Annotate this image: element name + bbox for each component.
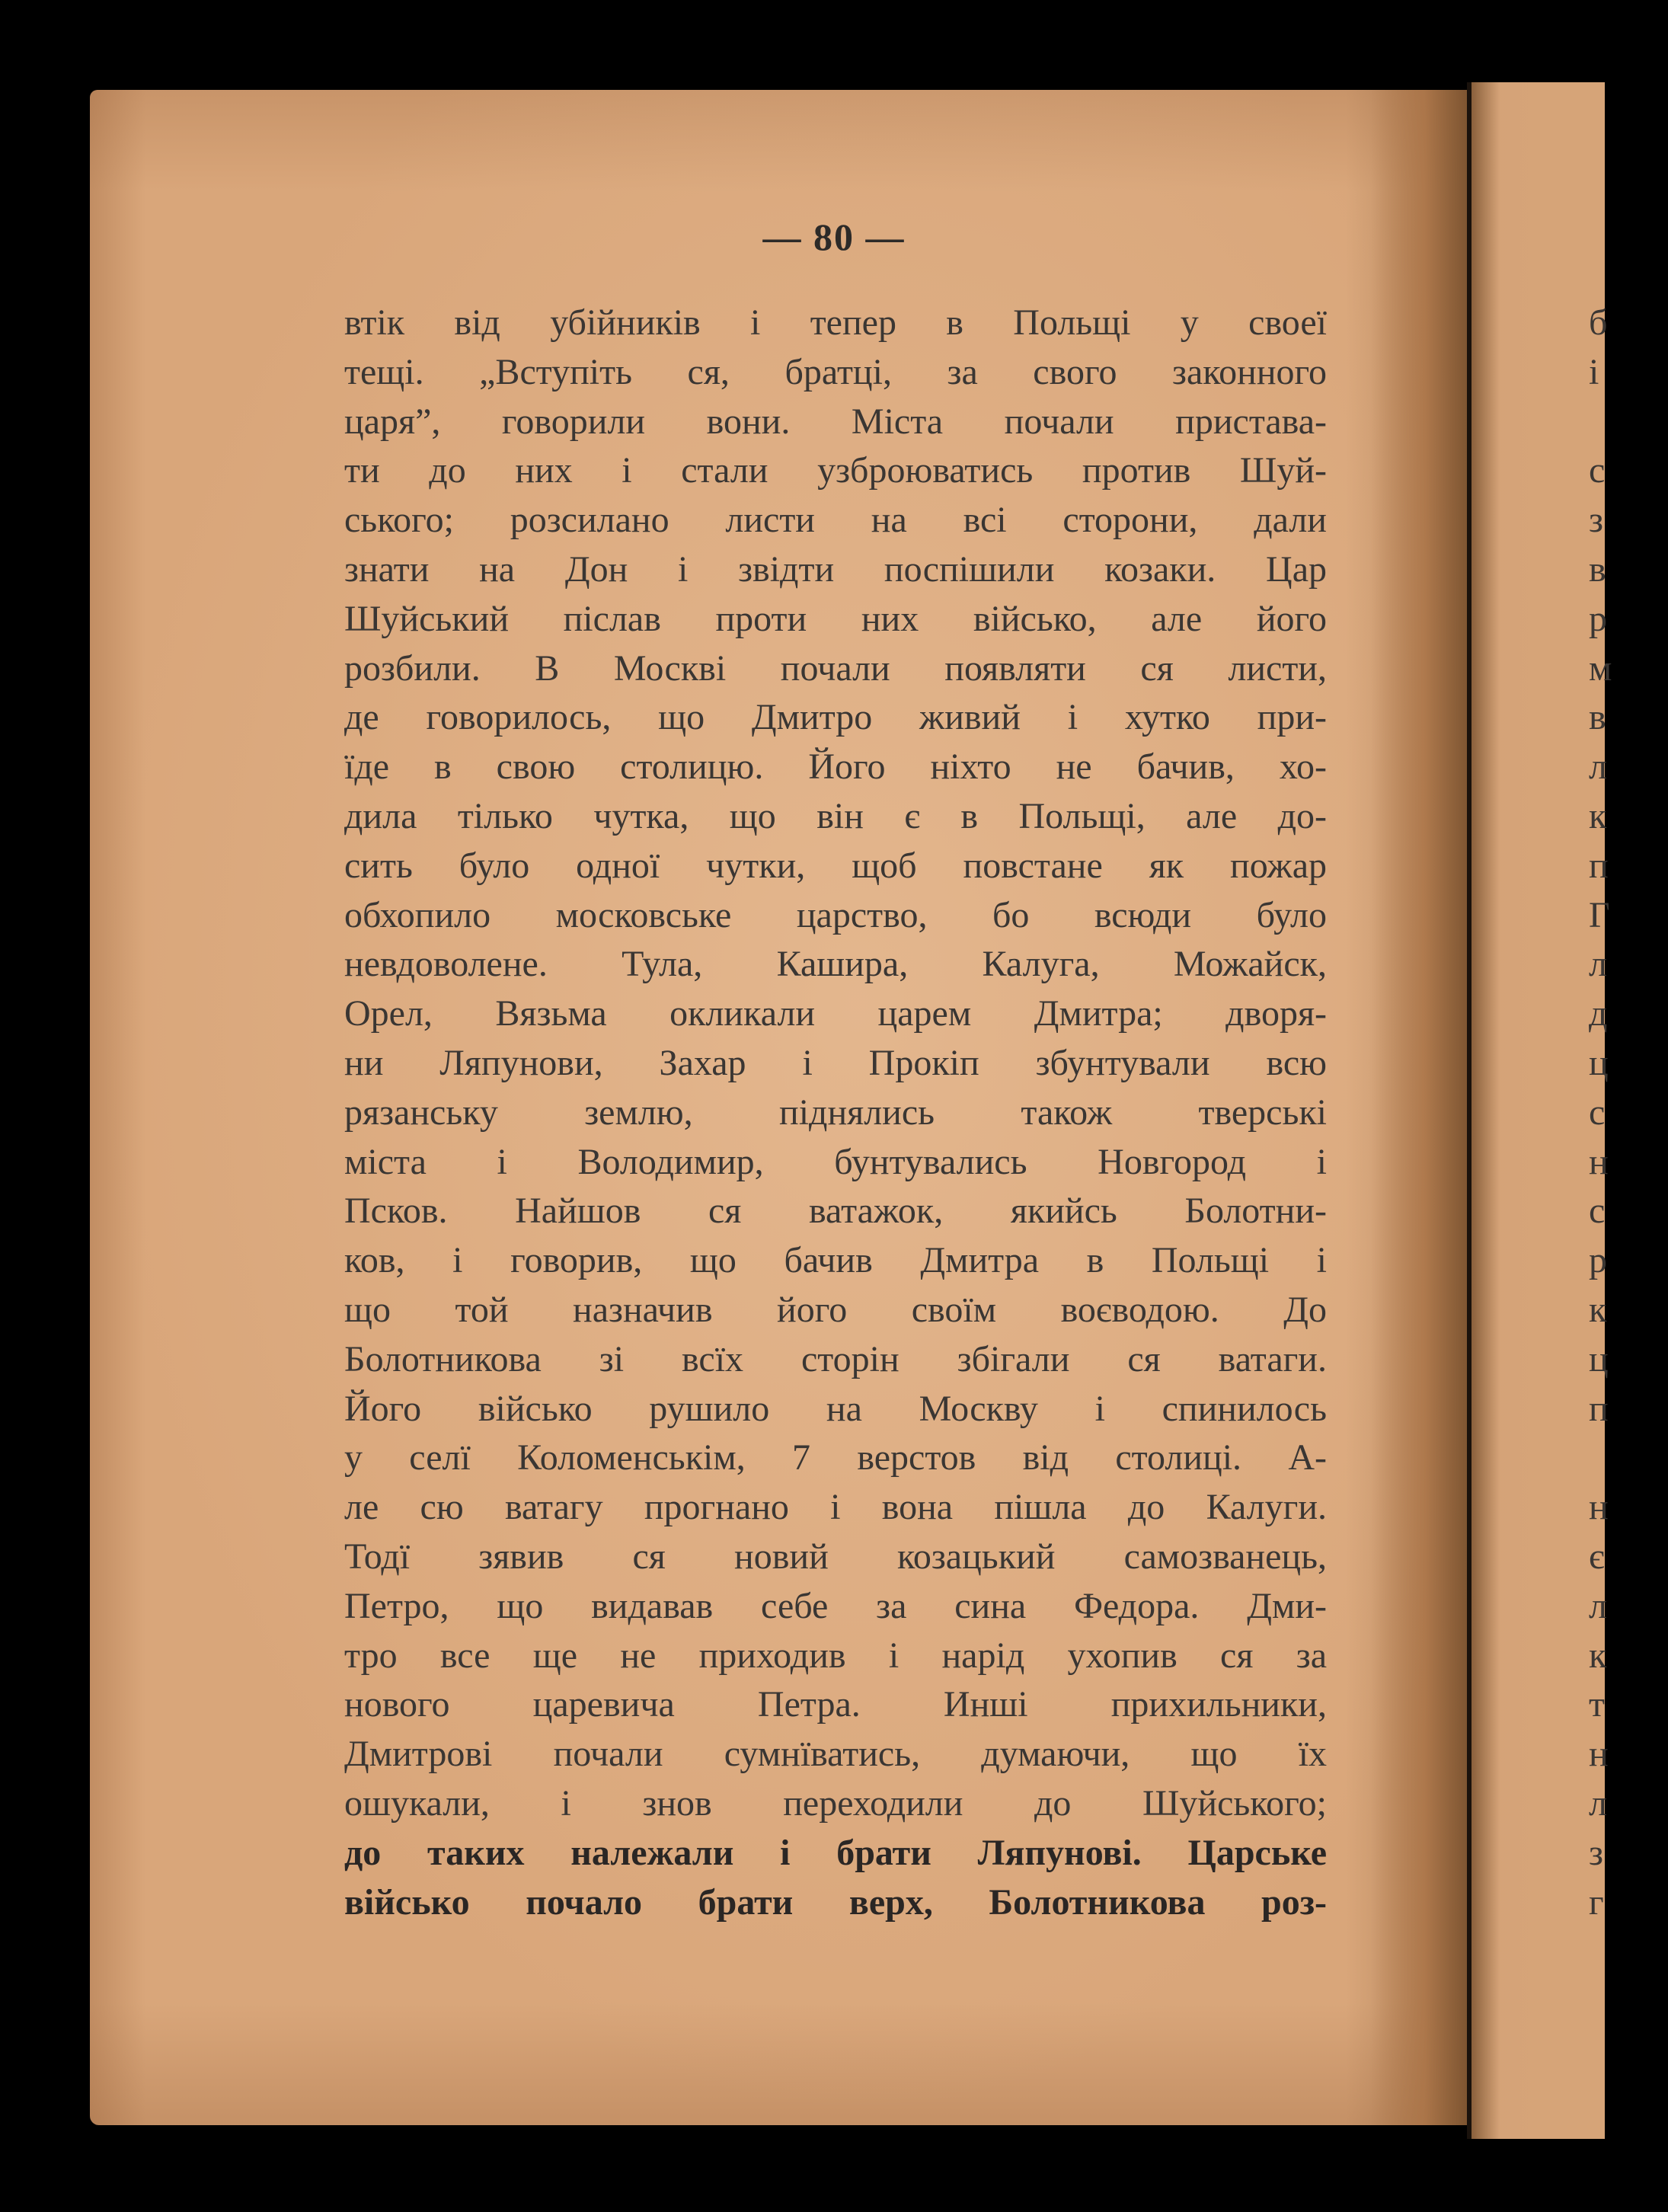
text-line: міста і Володимир, бунтувались Новгород і: [344, 1141, 1327, 1182]
text-line: сить було одної чутки, щоб повстане як пожар: [344, 845, 1327, 886]
next-page-fragment: б: [1589, 302, 1608, 343]
next-page-fragment: л: [1589, 944, 1607, 985]
body-text: [344, 299, 1327, 1927]
next-page-fragment: д: [1589, 993, 1608, 1034]
text-line: Болотникова зі всїх сторін збігали ся ватаги.: [344, 1338, 1327, 1379]
text-line: дила тілько чутка, що він є в Польщі, але до-: [344, 795, 1327, 836]
next-page-fragment: в: [1589, 697, 1606, 738]
book-spine: [1467, 82, 1471, 2139]
text-line: Петро, що видавав себе за сина Федора. Дми-: [344, 1585, 1327, 1626]
text-line: Тодї зявив ся новий козацький самозванець,: [344, 1536, 1327, 1577]
text-line: рязанську землю, піднялись також тверські: [344, 1092, 1327, 1133]
text-line: Орел, Вязьма окликали царем Дмитра; дворя-: [344, 993, 1327, 1034]
next-page-fragment: с: [1589, 1191, 1606, 1232]
next-page-fragment: в: [1589, 548, 1606, 590]
next-page-fragment: л: [1589, 1782, 1607, 1824]
text-line: тро все ще не приходив і нарід ухопив ся за: [344, 1635, 1327, 1676]
text-line: Його військо рушило на Москву і спинилось: [344, 1388, 1327, 1429]
next-page-fragment: р: [1589, 598, 1607, 639]
text-line: ле сю ватагу прогнано і вона пішла до Калуги.: [344, 1487, 1327, 1528]
text-line: Шуйський післав проти них військо, але його: [344, 598, 1327, 639]
text-line: що той назначив його своїм воєводою. До: [344, 1289, 1327, 1330]
next-page-fragment: с: [1589, 1092, 1606, 1133]
text-line: Псков. Найшов ся ватажок, якийсь Болотни-: [344, 1191, 1327, 1232]
text-line: ков, і говорив, що бачив Дмитра в Польщі і: [344, 1240, 1327, 1281]
text-line: нового царевича Петра. Инші прихильники,: [344, 1684, 1327, 1725]
text-line: де говорилось, що Дмитро живий і хутко при-: [344, 697, 1327, 738]
next-page-fragment: н: [1589, 1734, 1609, 1775]
next-page-fragment: с: [1589, 450, 1606, 491]
page-gutter-shadow: [1371, 90, 1468, 2125]
text-line: ошукали, і знов переходили до Шуйського;: [344, 1782, 1327, 1824]
next-page-fragment: л: [1589, 1585, 1607, 1626]
next-page-fragment: г: [1589, 1881, 1604, 1923]
page-number: — 80 —: [762, 216, 906, 258]
text-line: Дмитрові почали сумнїватись, думаючи, що їх: [344, 1734, 1327, 1775]
next-page-fragment: н: [1589, 1141, 1609, 1182]
next-page-text-fragments: [1589, 299, 1612, 1927]
next-page-fragment: Г: [1589, 894, 1610, 935]
next-page-fragment: п: [1589, 845, 1609, 886]
text-line: ти до них і стали узброюватись против Шуй-: [344, 450, 1327, 491]
next-page-fragment: ц: [1589, 1042, 1609, 1083]
next-page-fragment: н: [1589, 1487, 1609, 1528]
right-page-edge: [1470, 82, 1612, 2139]
next-page-fragment: з: [1589, 1832, 1603, 1873]
next-page-fragment: л: [1589, 746, 1607, 788]
text-line: царя”, говорили вони. Міста почали пристава-: [344, 401, 1327, 442]
next-page-fragment: ц: [1589, 1338, 1609, 1379]
text-line: у селї Коломенськім, 7 верстов від столиці. А-: [344, 1437, 1327, 1478]
text-line: ського; розсилано листи на всі сторони, дали: [344, 500, 1327, 541]
text-line: військо почало брати верх, Болотникова роз-: [344, 1881, 1327, 1923]
next-page-fragment: [1589, 1434, 1605, 1483]
next-page-fragment: р: [1589, 1240, 1607, 1281]
next-page-fragment: [1589, 398, 1605, 447]
next-page-fragment: з: [1589, 500, 1603, 541]
text-line: втік від убійників і тепер в Польщі у своеї: [344, 302, 1327, 343]
next-page-fragment: є: [1589, 1536, 1605, 1577]
next-page-fragment: к: [1589, 1635, 1607, 1676]
text-line: ни Ляпунови, Захар і Прокіп збунтували всю: [344, 1042, 1327, 1083]
next-page-fragment: т: [1589, 1684, 1605, 1725]
next-page-fragment: м: [1589, 647, 1612, 689]
text-line: тещі. „Вступіть ся, братці, за свого законного: [344, 351, 1327, 392]
text-line: обхопило московське царство, бо всюди було: [344, 894, 1327, 935]
next-page-fragment: к: [1589, 1289, 1607, 1330]
text-line: до таких належали і брати Ляпунові. Царське: [344, 1832, 1327, 1873]
next-page-fragment: п: [1589, 1388, 1609, 1429]
text-line: їде в свою столицю. Його ніхто не бачив, хо-: [344, 746, 1327, 788]
text-line: невдоволене. Тула, Кашира, Калуга, Можайск,: [344, 944, 1327, 985]
next-page-fragment: і: [1589, 351, 1599, 392]
text-line: розбили. В Москві почали появляти ся листи,: [344, 647, 1327, 689]
next-page-fragment: к: [1589, 795, 1607, 836]
text-line: знати на Дон і звідти поспішили козаки. Цар: [344, 548, 1327, 590]
